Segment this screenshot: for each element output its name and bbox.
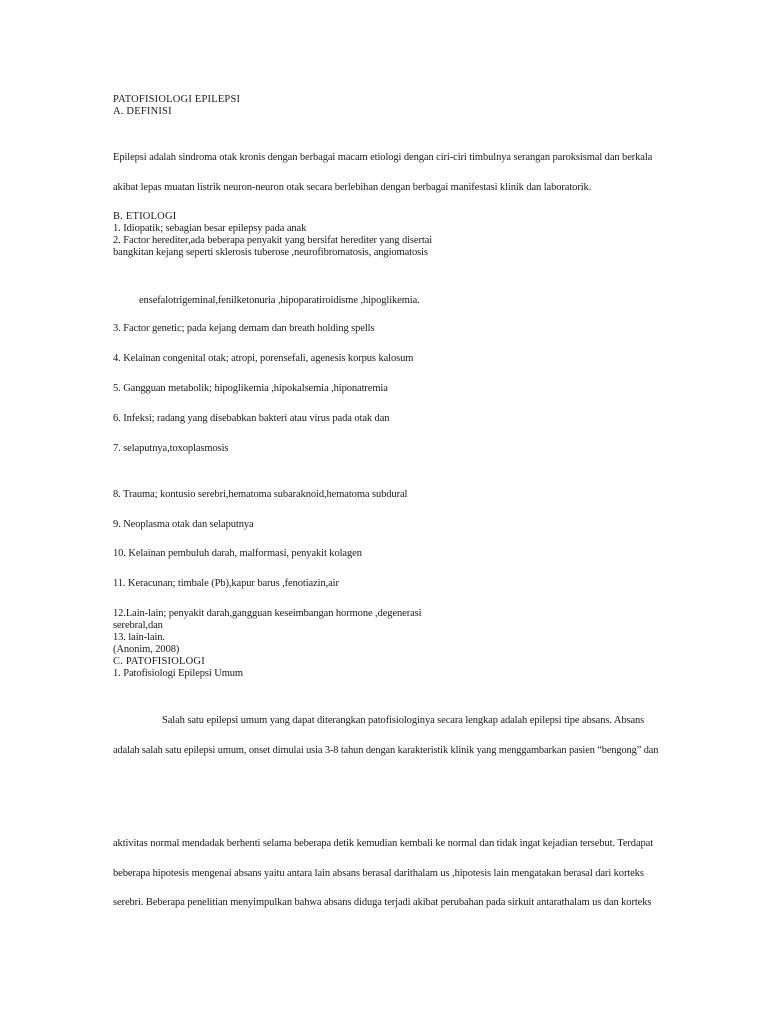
paragraph-2-line-1: aktivitas normal mendadak berhenti selama beberapa detik kemudian kembali ke normal dan tidak ingat kejadian tersebut. Terdapat	[113, 838, 654, 849]
subsection-heading: 1. Patofisiologi Epilepsi Umum	[113, 668, 243, 679]
etiology-item-8: 8. Trauma; kontusio serebri,hematoma subaraknoid,hematoma subdural	[113, 489, 408, 500]
etiology-item-10: 10. Kelainan pembuluh darah, malformasi, penyakit kolagen	[113, 548, 362, 559]
etiology-item-1: 1. Idiopatik; sebagian besar epilepsy pada anak	[113, 223, 307, 234]
etiology-item-12-line-1: 12.Lain-lain; penyakit darah,gangguan keseimbangan hormone ,degenerasi	[113, 608, 422, 619]
section-heading-patofisiologi: C. PATOFISIOLOGI	[113, 656, 205, 667]
etiology-item-6: 6. Infeksi; radang yang disebabkan bakteri atau virus pada otak dan	[113, 413, 390, 424]
definition-line-1: Epilepsi adalah sindroma otak kronis dengan berbagai macam etiologi dengan ciri-ciri timbulnya serangan paroksismal dan berkala	[113, 152, 653, 163]
paragraph-1-line-1: Salah satu epilepsi umum yang dapat diterangkan patofisiologinya secara lengkap adalah epilepsi tipe absans. Absans	[162, 715, 645, 726]
document-title: PATOFISIOLOGI EPILEPSI	[113, 94, 241, 105]
etiology-item-2-line-2: bangkitan kejang seperti sklerosis tuberose ,neurofibromatosis, angiomatosis	[113, 247, 428, 258]
section-heading-etiologi: B. ETIOLOGI	[113, 211, 177, 222]
section-heading-definisi: A. DEFINISI	[113, 106, 172, 117]
paragraph-2-line-3: serebri. Beberapa penelitian menyimpulkan bahwa absans diduga terjadi akibat perubahan pada sirkuit antarathalam us dan korteks	[113, 897, 652, 908]
etiology-item-2-line-1: 2. Factor herediter,ada beberapa penyakit yang bersifat herediter yang disertai	[113, 235, 433, 246]
etiology-item-11: 11. Keracunan; timbale (Pb),kapur barus ,fenotiazin,air	[113, 578, 339, 589]
etiology-item-5: 5. Gangguan metabolik; hipoglikemia ,hipokalsemia ,hiponatremia	[113, 383, 388, 394]
etiology-item-4: 4. Kelainan congenital otak; atropi, porensefali, agenesis korpus kalosum	[113, 353, 414, 364]
paragraph-1-line-2: adalah salah satu epilepsi umum, onset dimulai usia 3-8 tahun dengan karakteristik klinik yang menggambarkan pasien “bengong” dan	[113, 745, 659, 756]
etiology-item-7: 7. selaputnya,toxoplasmosis	[113, 443, 229, 454]
etiology-item-12-line-2: serebral,dan	[113, 620, 163, 631]
etiology-item-3: 3. Factor genetic; pada kejang demam dan breath holding spells	[113, 323, 375, 334]
definition-line-2: akibat lepas muatan listrik neuron-neuron otak secara berlebihan dengan berbagai manifestasi klinik dan laboratorik.	[113, 182, 592, 193]
etiology-item-2-line-3: ensefalotrigeminal,fenilketonuria ,hipoparatiroidisme ,hipoglikemia.	[139, 295, 420, 306]
etiology-item-13: 13. lain-lain.	[113, 632, 165, 643]
citation: (Anonim, 2008)	[113, 644, 180, 655]
etiology-item-9: 9. Neoplasma otak dan selaputnya	[113, 519, 254, 530]
paragraph-2-line-2: beberapa hipotesis mengenai absans yaitu antara lain absans berasal darithalam us ,hipotesis lain mengatakan berasal dari korteks	[113, 868, 644, 879]
